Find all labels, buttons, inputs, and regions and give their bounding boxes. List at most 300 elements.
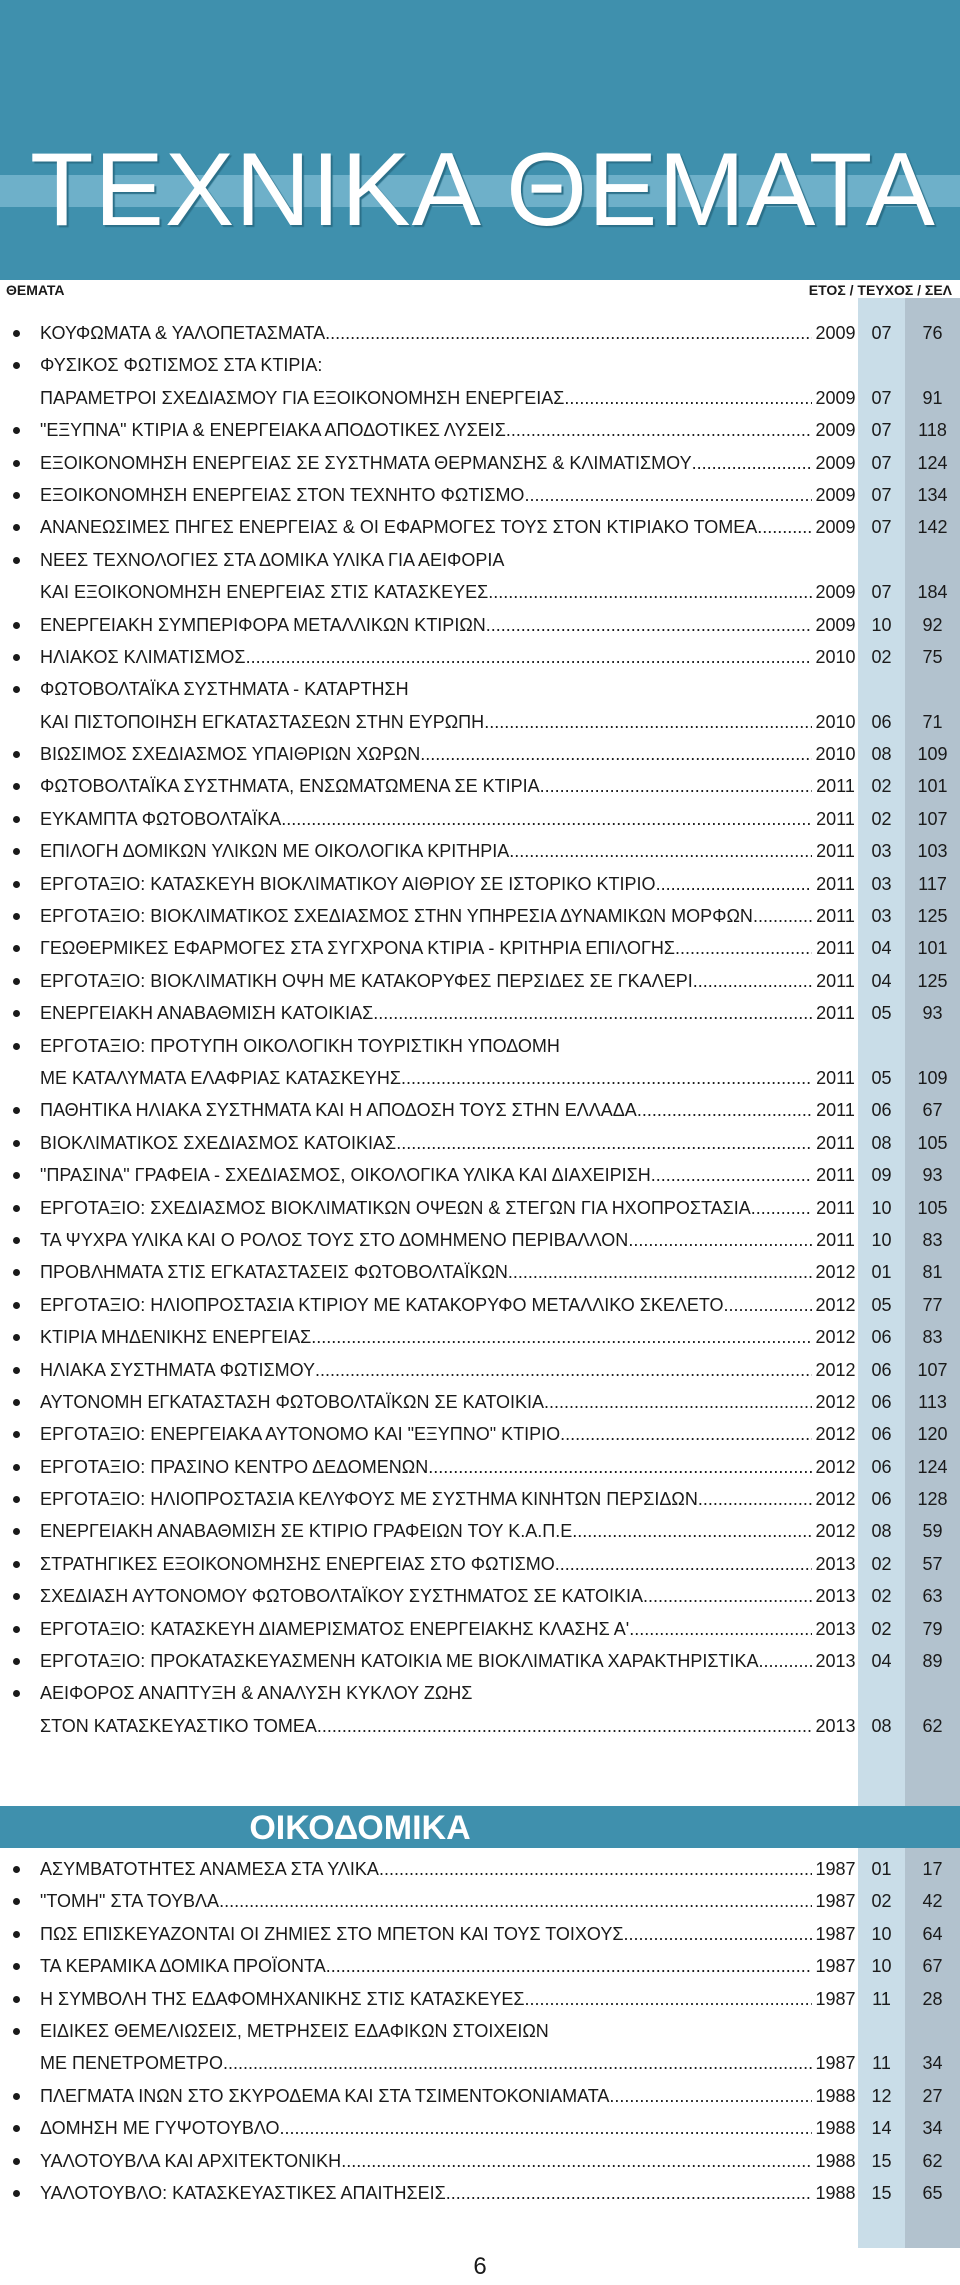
issue-value: 06 xyxy=(871,711,892,732)
issue-value: 07 xyxy=(871,452,892,473)
topic-title: ΠΡΟΒΛΗΜΑΤΑ ΣΤΙΣ ΕΓΚΑΤΑΣΤΑΣΕΙΣ ΦΩΤΟΒΟΛΤΑΪΚΩΝ xyxy=(40,1262,508,1283)
topic-title: ΕΞΟΙΚΟΝΟΜΗΣΗ ΕΝΕΡΓΕΙΑΣ ΣΕ ΣΥΣΤΗΜΑΤΑ ΘΕΡΜΑΝΣΗΣ & ΚΛΙΜΑΤΙΣΜΟΥ xyxy=(40,452,692,473)
topic-title: ΕΡΓΟΤΑΞΙΟ: ΠΡΟΤΥΠΗ ΟΙΚΟΛΟΓΙΚΗ ΤΟΥΡΙΣΤΙΚΗ ΥΠΟΔΟΜΗ xyxy=(40,1035,560,1056)
topic-title: ΠΛΕΓΜΑΤΑ ΙΝΩΝ ΣΤΟ ΣΚΥΡΟΔΕΜΑ ΚΑΙ ΣΤΑ ΤΣΙΜΕΝΤΟΚΟΝΙΑΜΑΤΑ xyxy=(40,2085,610,2106)
list-item xyxy=(0,414,960,446)
issue-value: 03 xyxy=(871,906,892,927)
year-value: 2013 xyxy=(815,1651,856,1672)
bullet-icon xyxy=(13,1931,20,1938)
year-value: 2011 xyxy=(816,808,855,829)
bullet-icon xyxy=(13,524,20,531)
dot-leader xyxy=(420,738,812,770)
bullet-icon xyxy=(13,1866,20,1873)
page-value: 107 xyxy=(917,1359,948,1380)
issue-value: 09 xyxy=(871,1165,892,1186)
dot-leader xyxy=(311,1321,812,1353)
dot-leader xyxy=(246,641,812,673)
page-value: 109 xyxy=(917,1067,948,1088)
topic-line xyxy=(40,1127,812,1159)
topic-title: ΕΡΓΟΤΑΞΙΟ: ΣΧΕΔΙΑΣΜΟΣ ΒΙΟΚΛΙΜΑΤΙΚΩΝ ΟΨΕΩΝ & ΣΤΕΓΩΝ ΓΙΑ ΗΧΟΠΡΟΣΤΑΣΙΑ xyxy=(40,1197,751,1218)
topic-line xyxy=(40,1386,812,1418)
year-value: 2009 xyxy=(815,420,856,441)
bullet-icon xyxy=(13,816,20,823)
topic-title: ΣΤΟΝ ΚΑΤΑΣΚΕΥΑΣΤΙΚΟ ΤΟΜΕΑ xyxy=(40,1715,317,1736)
page-value: 17 xyxy=(922,1859,943,1879)
topic-title: ΕΞΟΙΚΟΝΟΜΗΣΗ ΕΝΕΡΓΕΙΑΣ ΣΤΟΝ ΤΕΧΝΗΤΟ ΦΩΤΙΣΜΟ xyxy=(40,484,525,505)
issue-value: 08 xyxy=(871,1132,892,1153)
issue-value: 07 xyxy=(871,420,892,441)
year-value: 1987 xyxy=(815,1891,856,1912)
bullet-icon xyxy=(13,1269,20,1276)
dot-leader xyxy=(326,1950,812,1982)
page-number: 6 xyxy=(473,2253,487,2280)
topic-title: ΗΛΙΑΚΑ ΣΥΣΤΗΜΑΤΑ ΦΩΤΙΣΜΟΥ xyxy=(40,1359,316,1380)
topic-line xyxy=(40,1548,812,1580)
year-value: 2012 xyxy=(815,1391,856,1412)
list-item xyxy=(0,1548,960,1580)
topic-title: ΝΕΕΣ ΤΕΧΝΟΛΟΓΙΕΣ ΣΤΑ ΔΟΜΙΚΑ ΥΛΙΚΑ ΓΙΑ ΑΕΙΦΟΡΙΑ xyxy=(40,549,505,570)
topic-title: ΕΡΓΟΤΑΞΙΟ: ΕΝΕΡΓΕΙΑΚΑ ΑΥΤΟΝΟΜΟ ΚΑΙ "ΕΞΥΠΝΟ" ΚΤΙΡΙΟ xyxy=(40,1424,561,1445)
topic-line xyxy=(40,997,812,1029)
issue-value: 02 xyxy=(871,1891,892,1912)
year-value: 2012 xyxy=(815,1424,856,1445)
issue-value: 06 xyxy=(871,1359,892,1380)
list-item xyxy=(0,447,960,479)
list-item xyxy=(0,349,960,381)
bullet-icon xyxy=(13,2093,20,2100)
year-value: 2011 xyxy=(816,841,855,862)
bullet-icon xyxy=(13,1464,20,1471)
list-item xyxy=(0,1192,960,1224)
issue-value: 06 xyxy=(871,1489,892,1510)
bullet-icon xyxy=(13,2190,20,2197)
list-item xyxy=(0,576,960,608)
list-item xyxy=(0,868,960,900)
topic-title: ΦΩΤΟΒΟΛΤΑΪΚΑ ΣΥΣΤΗΜΑΤΑ - ΚΑΤΑΡΤΗΣΗ xyxy=(40,679,409,700)
dot-leader xyxy=(486,609,812,641)
year-value: 2011 xyxy=(816,1100,855,1121)
list-item xyxy=(0,1418,960,1450)
dot-leader xyxy=(484,706,812,738)
list-item xyxy=(0,803,960,835)
topic-title: ΕΡΓΟΤΑΞΙΟ: ΠΡΟΚΑΤΑΣΚΕΥΑΣΜΕΝΗ ΚΑΤΟΙΚΙΑ ΜΕ ΒΙΟΚΛΙΜΑΤΙΚΑ ΧΑΡΑΚΤΗΡΙΣΤΙΚΑ xyxy=(40,1651,759,1672)
dot-leader xyxy=(219,1885,812,1917)
topic-line xyxy=(40,1289,812,1321)
dot-leader xyxy=(281,803,812,835)
topics-list-building xyxy=(0,1853,960,2209)
topic-title: ΕΡΓΟΤΑΞΙΟ: ΗΛΙΟΠΡΟΣΤΑΣΙΑ ΚΤΙΡΙΟΥ ΜΕ ΚΑΤΑΚΟΡΥΦΟ ΜΕΤΑΛΛΙΚΟ ΣΚΕΛΕΤΟ xyxy=(40,1294,724,1315)
year-value: 1987 xyxy=(815,1988,856,2009)
topic-line xyxy=(40,868,812,900)
column-header-year-issue-page: ΕΤΟΣ / ΤΕΥΧΟΣ / ΣΕΛ xyxy=(808,282,952,298)
year-value: 2011 xyxy=(816,970,855,991)
list-item xyxy=(0,479,960,511)
list-item xyxy=(0,2047,960,2079)
bullet-icon xyxy=(13,460,20,467)
dot-leader xyxy=(396,1127,812,1159)
dot-leader xyxy=(555,1548,812,1580)
page-value: 105 xyxy=(917,1132,948,1153)
dot-leader xyxy=(544,1386,812,1418)
topic-line xyxy=(40,1710,812,1742)
topic-title: ΤΑ ΨΥΧΡΑ ΥΛΙΚΑ ΚΑΙ Ο ΡΟΛΟΣ ΤΟΥΣ ΣΤΟ ΔΟΜΗΜΕΝΟ ΠΕΡΙΒΑΛΛΟΝ xyxy=(40,1229,629,1250)
topic-title: ΕΡΓΟΤΑΞΙΟ: ΒΙΟΚΛΙΜΑΤΙΚΟΣ ΣΧΕΔΙΑΣΜΟΣ ΣΤΗΝ ΥΠΗΡΕΣΙΑ ΔΥΝΑΜΙΚΩΝ ΜΟΡΦΩΝ xyxy=(40,906,753,927)
topic-title: ΣΧΕΔΙΑΣΗ ΑΥΤΟΝΟΜΟΥ ΦΩΤΟΒΟΛΤΑΪΚΟΥ ΣΥΣΤΗΜΑΤΟΣ ΣΕ ΚΑΤΟΙΚΙΑ xyxy=(40,1586,644,1607)
topic-line xyxy=(40,900,812,932)
topic-title: ΚΑΙ ΠΙΣΤΟΠΟΙΗΣΗ ΕΓΚΑΤΑΣΤΑΣΕΩΝ ΣΤΗΝ ΕΥΡΩΠΗ xyxy=(40,711,485,732)
dot-leader xyxy=(564,382,812,414)
topic-line xyxy=(40,641,812,673)
year-value: 2010 xyxy=(815,646,856,667)
topic-title: ΕΥΚΑΜΠΤΑ ΦΩΤΟΒΟΛΤΑΪΚΑ xyxy=(40,808,282,829)
list-item xyxy=(0,1224,960,1256)
year-value: 2009 xyxy=(815,484,856,505)
bullet-icon xyxy=(13,1898,20,1905)
list-item xyxy=(0,1030,960,1062)
bullet-icon xyxy=(13,1205,20,1212)
issue-value: 05 xyxy=(871,1003,892,1024)
topic-title: ΠΑΘΗΤΙΚΑ ΗΛΙΑΚΑ ΣΥΣΤΗΜΑΤΑ ΚΑΙ Η ΑΠΟΔΟΣΗ ΤΟΥΣ ΣΤΗΝ ΕΛΛΑΔΑ xyxy=(40,1100,637,1121)
list-item xyxy=(0,382,960,414)
issue-value: 04 xyxy=(871,1651,892,1672)
topic-line xyxy=(40,1418,812,1450)
list-item xyxy=(0,900,960,932)
list-item xyxy=(0,706,960,738)
topic-title: ΕΝΕΡΓΕΙΑΚΗ ΑΝΑΒΑΘΜΙΣΗ ΣΕ ΚΤΙΡΙΟ ΓΡΑΦΕΙΩΝ ΤΟΥ Κ.Α.Π.Ε. xyxy=(40,1521,578,1542)
dot-leader xyxy=(693,965,812,997)
topic-title: "ΕΞΥΠΝΑ" ΚΤΙΡΙΑ & ΕΝΕΡΓΕΙΑΚΑ ΑΠΟΔΟΤΙΚΕΣ ΛΥΣΕΙΣ xyxy=(40,420,506,441)
dot-leader xyxy=(315,1354,812,1386)
year-value: 2009 xyxy=(815,387,856,408)
page-value: 101 xyxy=(917,776,948,797)
list-item xyxy=(0,835,960,867)
topic-line xyxy=(40,738,812,770)
topic-line xyxy=(40,1256,812,1288)
topic-title: ΕΡΓΟΤΑΞΙΟ: ΗΛΙΟΠΡΟΣΤΑΣΙΑ ΚΕΛΥΦΟΥΣ ΜΕ ΣΥΣΤΗΜΑ ΚΙΝΗΤΩΝ ΠΕΡΣΙΔΩΝ xyxy=(40,1489,698,1510)
issue-value: 07 xyxy=(871,517,892,538)
issue-value: 01 xyxy=(871,1262,892,1283)
dot-leader xyxy=(341,2145,812,2177)
year-value: 2013 xyxy=(815,1618,856,1639)
topic-line xyxy=(40,2112,812,2144)
year-value: 2011 xyxy=(816,1229,855,1250)
bullet-icon xyxy=(13,1963,20,1970)
topic-title: Η ΣΥΜΒΟΛΗ ΤΗΣ ΕΔΑΦΟΜΗΧΑΝΙΚΗΣ ΣΤΙΣ ΚΑΤΑΣΚΕΥΕΣ xyxy=(40,1988,525,2009)
year-value: 2009 xyxy=(815,452,856,473)
page-value: 67 xyxy=(922,1956,943,1977)
year-value: 2012 xyxy=(815,1359,856,1380)
topic-title: ΦΥΣΙΚΟΣ ΦΩΤΙΣΜΟΣ ΣΤΑ ΚΤΙΡΙΑ: xyxy=(40,355,323,376)
topic-line xyxy=(40,479,812,511)
dot-leader xyxy=(401,1062,812,1094)
list-item xyxy=(0,1515,960,1547)
bullet-icon xyxy=(13,848,20,855)
topic-title: ΚΟΥΦΩΜΑΤΑ & ΥΑΛΟΠΕΤΑΣΜΑΤΑ xyxy=(40,323,326,343)
list-item xyxy=(0,1256,960,1288)
page-value: 59 xyxy=(922,1521,943,1542)
list-item xyxy=(0,1062,960,1094)
issue-value: 06 xyxy=(871,1456,892,1477)
topic-line xyxy=(40,1885,812,1917)
page-value: 77 xyxy=(922,1294,943,1315)
list-item xyxy=(0,1451,960,1483)
page-value: 134 xyxy=(917,484,948,505)
bullet-icon xyxy=(13,2158,20,2165)
issue-value: 08 xyxy=(871,744,892,765)
topic-title: ΑΣΥΜΒΑΤΟΤΗΤΕΣ ΑΝΑΜΕΣΑ ΣΤΑ ΥΛΙΚΑ xyxy=(40,1859,379,1879)
topic-line xyxy=(40,317,812,349)
topic-title: ΥΑΛΟΤΟΥΒΛΟ: ΚΑΤΑΣΚΕΥΑΣΤΙΚΕΣ ΑΠΑΙΤΗΣΕΙΣ xyxy=(40,2182,446,2203)
bullet-icon xyxy=(13,1399,20,1406)
topic-line xyxy=(40,1451,812,1483)
list-item xyxy=(0,1950,960,1982)
bullet-icon xyxy=(13,1172,20,1179)
issue-value: 14 xyxy=(871,2118,892,2139)
topic-title: ΕΝΕΡΓΕΙΑΚΗ ΣΥΜΠΕΡΙΦΟΡΑ ΜΕΤΑΛΛΙΚΩΝ ΚΤΙΡΙΩΝ xyxy=(40,614,486,635)
year-value: 1988 xyxy=(815,2118,856,2139)
topic-line xyxy=(40,1918,812,1950)
bullet-icon xyxy=(13,1367,20,1374)
topic-line xyxy=(40,770,812,802)
list-item xyxy=(0,1580,960,1612)
bullet-icon xyxy=(13,978,20,985)
issue-value: 04 xyxy=(871,970,892,991)
bullet-icon xyxy=(13,654,20,661)
page-value: 101 xyxy=(917,938,948,959)
year-value: 1988 xyxy=(815,2085,856,2106)
dot-leader xyxy=(540,770,812,802)
dot-leader xyxy=(698,1483,812,1515)
issue-value: 06 xyxy=(871,1391,892,1412)
topic-line xyxy=(40,1321,812,1353)
list-item xyxy=(0,1094,960,1126)
topic-line xyxy=(40,1645,812,1677)
page-value: 64 xyxy=(922,1923,943,1944)
issue-value: 06 xyxy=(871,1100,892,1121)
year-value: 2011 xyxy=(816,906,855,927)
topic-line xyxy=(40,1354,812,1386)
page-value: 42 xyxy=(922,1891,943,1912)
year-value: 2011 xyxy=(816,776,855,797)
topic-title: ΕΡΓΟΤΑΞΙΟ: ΒΙΟΚΛΙΜΑΤΙΚΗ ΟΨΗ ΜΕ ΚΑΤΑΚΟΡΥΦΕΣ ΠΕΡΣΙΔΕΣ ΣΕ ΓΚΑΛΕΡΙ xyxy=(40,970,693,991)
list-item xyxy=(0,641,960,673)
year-value: 2013 xyxy=(815,1715,856,1736)
topic-line xyxy=(40,965,812,997)
list-item xyxy=(0,1127,960,1159)
bullet-icon xyxy=(13,492,20,499)
dot-leader xyxy=(379,1853,812,1885)
bullet-icon xyxy=(13,1043,20,1050)
issue-value: 03 xyxy=(871,841,892,862)
topic-title: ΕΠΙΛΟΓΗ ΔΟΜΙΚΩΝ ΥΛΙΚΩΝ ΜΕ ΟΙΚΟΛΟΓΙΚΑ ΚΡΙΤΗΡΙΑ xyxy=(40,841,510,862)
bullet-icon xyxy=(13,1237,20,1244)
topic-line xyxy=(40,2177,812,2209)
issue-value: 06 xyxy=(871,1327,892,1348)
topic-line xyxy=(40,1515,812,1547)
year-value: 1987 xyxy=(815,1956,856,1977)
year-value: 2011 xyxy=(816,1132,855,1153)
list-item xyxy=(0,1645,960,1677)
bullet-icon xyxy=(13,2028,20,2035)
bullet-icon xyxy=(13,1302,20,1309)
topic-title: ΑΝΑΝΕΩΣΙΜΕΣ ΠΗΓΕΣ ΕΝΕΡΓΕΙΑΣ & ΟΙ ΕΦΑΡΜΟΓΕΣ ΤΟΥΣ ΣΤΟΝ ΚΤΙΡΙΑΚΟ ΤΟΜΕΑ xyxy=(40,517,758,538)
page-value: 105 xyxy=(917,1197,948,1218)
dot-leader xyxy=(506,414,812,446)
topic-title: ΕΝΕΡΓΕΙΑΚΗ ΑΝΑΒΑΘΜΙΣΗ ΚΑΤΟΙΚΙΑΣ xyxy=(40,1003,374,1024)
year-value: 2012 xyxy=(815,1327,856,1348)
issue-value: 15 xyxy=(871,2182,892,2203)
list-item xyxy=(0,1386,960,1418)
page-value: 124 xyxy=(917,452,948,473)
page-value: 117 xyxy=(918,873,947,894)
list-item xyxy=(0,317,960,349)
bullet-icon xyxy=(13,945,20,952)
year-value: 2012 xyxy=(815,1521,856,1542)
topic-line xyxy=(40,1192,812,1224)
issue-value: 11 xyxy=(872,1988,891,2009)
dot-leader xyxy=(317,1710,812,1742)
dot-leader xyxy=(692,447,812,479)
bullet-icon xyxy=(13,622,20,629)
topic-title: ΠΑΡΑΜΕΤΡΟΙ ΣΧΕΔΙΑΣΜΟΥ ΓΙΑ ΕΞΟΙΚΟΝΟΜΗΣΗ ΕΝΕΡΓΕΙΑΣ xyxy=(40,387,565,408)
topic-line xyxy=(40,1062,812,1094)
issue-value: 08 xyxy=(871,1715,892,1736)
issue-value: 06 xyxy=(871,1424,892,1445)
bullet-icon xyxy=(13,1107,20,1114)
issue-value: 02 xyxy=(871,776,892,797)
issue-value: 02 xyxy=(871,808,892,829)
page-value: 62 xyxy=(922,1715,943,1736)
topic-line xyxy=(40,932,812,964)
issue-value: 07 xyxy=(871,582,892,603)
list-item xyxy=(0,1853,960,1885)
topic-line xyxy=(40,835,812,867)
issue-value: 02 xyxy=(871,1586,892,1607)
page-value: 93 xyxy=(922,1003,943,1024)
column-header xyxy=(0,281,960,298)
topic-title: ΕΡΓΟΤΑΞΙΟ: ΚΑΤΑΣΚΕΥΗ ΒΙΟΚΛΙΜΑΤΙΚΟΥ ΑΙΘΡΙΟΥ ΣΕ ΙΣΤΟΡΙΚΟ ΚΤΙΡΙΟ xyxy=(40,873,656,894)
list-item xyxy=(0,1289,960,1321)
topic-title: ΕΙΔΙΚΕΣ ΘΕΜΕΛΙΩΣΕΙΣ, ΜΕΤΡΗΣΕΙΣ ΕΔΑΦΙΚΩΝ ΣΤΟΙΧΕΙΩΝ xyxy=(40,2020,549,2041)
dot-leader xyxy=(656,868,812,900)
topic-title: ΜΕ ΚΑΤΑΛΥΜΑΤΑ ΕΛΑΦΡΙΑΣ ΚΑΤΑΣΚΕΥΗΣ xyxy=(40,1067,402,1088)
topic-title: ΔΟΜΗΣΗ ΜΕ ΓΥΨΟΤΟΥΒΛΟ xyxy=(40,2118,280,2139)
topic-title: ΦΩΤΟΒΟΛΤΑΪΚΑ ΣΥΣΤΗΜΑΤΑ, ΕΝΣΩΜΑΤΩΜΕΝΑ ΣΕ ΚΤΙΡΙΑ xyxy=(40,776,540,797)
topic-line xyxy=(40,414,812,446)
list-item xyxy=(0,1613,960,1645)
topic-title: ΠΩΣ ΕΠΙΣΚΕΥΑΖΟΝΤΑΙ ΟΙ ΖΗΜΙΕΣ ΣΤΟ ΜΠΕΤΟΝ ΚΑΙ ΤΟΥΣ ΤΟΙΧΟΥΣ xyxy=(40,1923,624,1944)
dot-leader xyxy=(525,1983,812,2015)
dot-leader xyxy=(623,1918,812,1950)
topic-line xyxy=(40,2047,812,2079)
page-value: 128 xyxy=(917,1489,948,1510)
list-item xyxy=(0,673,960,705)
bullet-icon xyxy=(13,1431,20,1438)
bullet-icon xyxy=(13,330,20,337)
topic-title: ΒΙΟΚΛΙΜΑΤΙΚΟΣ ΣΧΕΔΙΑΣΜΟΣ ΚΑΤΟΙΚΙΑΣ xyxy=(40,1132,397,1153)
issue-value: 10 xyxy=(871,1956,892,1977)
page-value: 184 xyxy=(917,582,948,603)
page-value: 79 xyxy=(922,1618,943,1639)
bullet-icon xyxy=(13,783,20,790)
list-item xyxy=(0,1321,960,1353)
page-value: 67 xyxy=(922,1100,943,1121)
list-item xyxy=(0,1677,960,1709)
dot-leader xyxy=(759,1645,813,1677)
page-value: 76 xyxy=(922,323,943,343)
issue-value: 05 xyxy=(871,1294,892,1315)
dot-leader xyxy=(637,1094,812,1126)
page-value: 71 xyxy=(922,711,943,732)
bullet-icon xyxy=(13,1010,20,1017)
column-header-topics: ΘΕΜΑΤΑ xyxy=(6,282,65,298)
dot-leader xyxy=(279,2112,812,2144)
year-value: 1988 xyxy=(815,2182,856,2203)
issue-value: 08 xyxy=(871,1521,892,1542)
list-item xyxy=(0,511,960,543)
topic-line xyxy=(40,1983,812,2015)
dot-leader xyxy=(509,835,812,867)
topic-title: ΓΕΩΘΕΡΜΙΚΕΣ ΕΦΑΡΜΟΓΕΣ ΣΤΑ ΣΥΓΧΡΟΝΑ ΚΤΙΡΙΑ - ΚΡΙΤΗΡΙΑ ΕΠΙΛΟΓΗΣ xyxy=(40,938,676,959)
dot-leader xyxy=(428,1451,812,1483)
topic-title: ΚΑΙ ΕΞΟΙΚΟΝΟΜΗΣΗ ΕΝΕΡΓΕΙΑΣ ΣΤΙΣ ΚΑΤΑΣΚΕΥΕΣ xyxy=(40,582,489,603)
year-value: 2011 xyxy=(816,1165,855,1186)
list-item xyxy=(0,1885,960,1917)
bullet-icon xyxy=(13,557,20,564)
year-value: 2012 xyxy=(815,1294,856,1315)
year-value: 2009 xyxy=(815,517,856,538)
topic-title: ΚΤΙΡΙΑ ΜΗΔΕΝΙΚΗΣ ΕΝΕΡΓΕΙΑΣ xyxy=(40,1327,312,1348)
page-value: 109 xyxy=(917,744,948,765)
topic-line xyxy=(40,1613,812,1645)
dot-leader xyxy=(753,900,812,932)
page-value: 27 xyxy=(922,2085,943,2106)
bullet-icon xyxy=(13,362,20,369)
list-item xyxy=(0,2015,960,2047)
dot-leader xyxy=(560,1418,812,1450)
bullet-icon xyxy=(13,1626,20,1633)
topic-title: ΜΕ ΠΕΝΕΤΡΟΜΕΤΡΟ xyxy=(40,2053,224,2074)
dot-leader xyxy=(651,1159,812,1191)
topic-line xyxy=(40,803,812,835)
bullet-icon xyxy=(13,913,20,920)
dot-leader xyxy=(524,479,812,511)
dot-leader xyxy=(643,1580,812,1612)
issue-value: 12 xyxy=(871,2085,892,2106)
issue-value: 02 xyxy=(871,1618,892,1639)
topic-line xyxy=(40,2080,812,2112)
dot-leader xyxy=(609,2080,812,2112)
bullet-icon xyxy=(13,1593,20,1600)
page-title: ΤΕΧΝΙΚΑ ΘΕΜΑΤΑ xyxy=(30,132,936,248)
dot-leader xyxy=(751,1192,812,1224)
list-item xyxy=(0,997,960,1029)
topic-title: ΑΥΤΟΝΟΜΗ ΕΓΚΑΤΑΣΤΑΣΗ ΦΩΤΟΒΟΛΤΑΪΚΩΝ ΣΕ ΚΑΤΟΙΚΙΑ xyxy=(40,1391,544,1412)
topics-list-technical xyxy=(0,317,960,1742)
topic-title: ΗΛΙΑΚΟΣ ΚΛΙΜΑΤΙΣΜΟΣ xyxy=(40,646,246,667)
issue-value: 07 xyxy=(871,484,892,505)
topic-line xyxy=(40,447,812,479)
topic-line xyxy=(40,1853,812,1885)
dot-leader xyxy=(488,576,812,608)
bullet-icon xyxy=(13,1658,20,1665)
year-value: 2010 xyxy=(815,711,856,732)
topic-line xyxy=(40,1094,812,1126)
year-value: 2011 xyxy=(816,1067,855,1088)
topic-title: ΕΡΓΟΤΑΞΙΟ: ΚΑΤΑΣΚΕΥΗ ΔΙΑΜΕΡΙΣΜΑΤΟΣ ΕΝΕΡΓΕΙΑΚΗΣ ΚΛΑΣΗΣ Α' xyxy=(40,1618,630,1639)
list-item xyxy=(0,1159,960,1191)
issue-value: 10 xyxy=(871,1229,892,1250)
